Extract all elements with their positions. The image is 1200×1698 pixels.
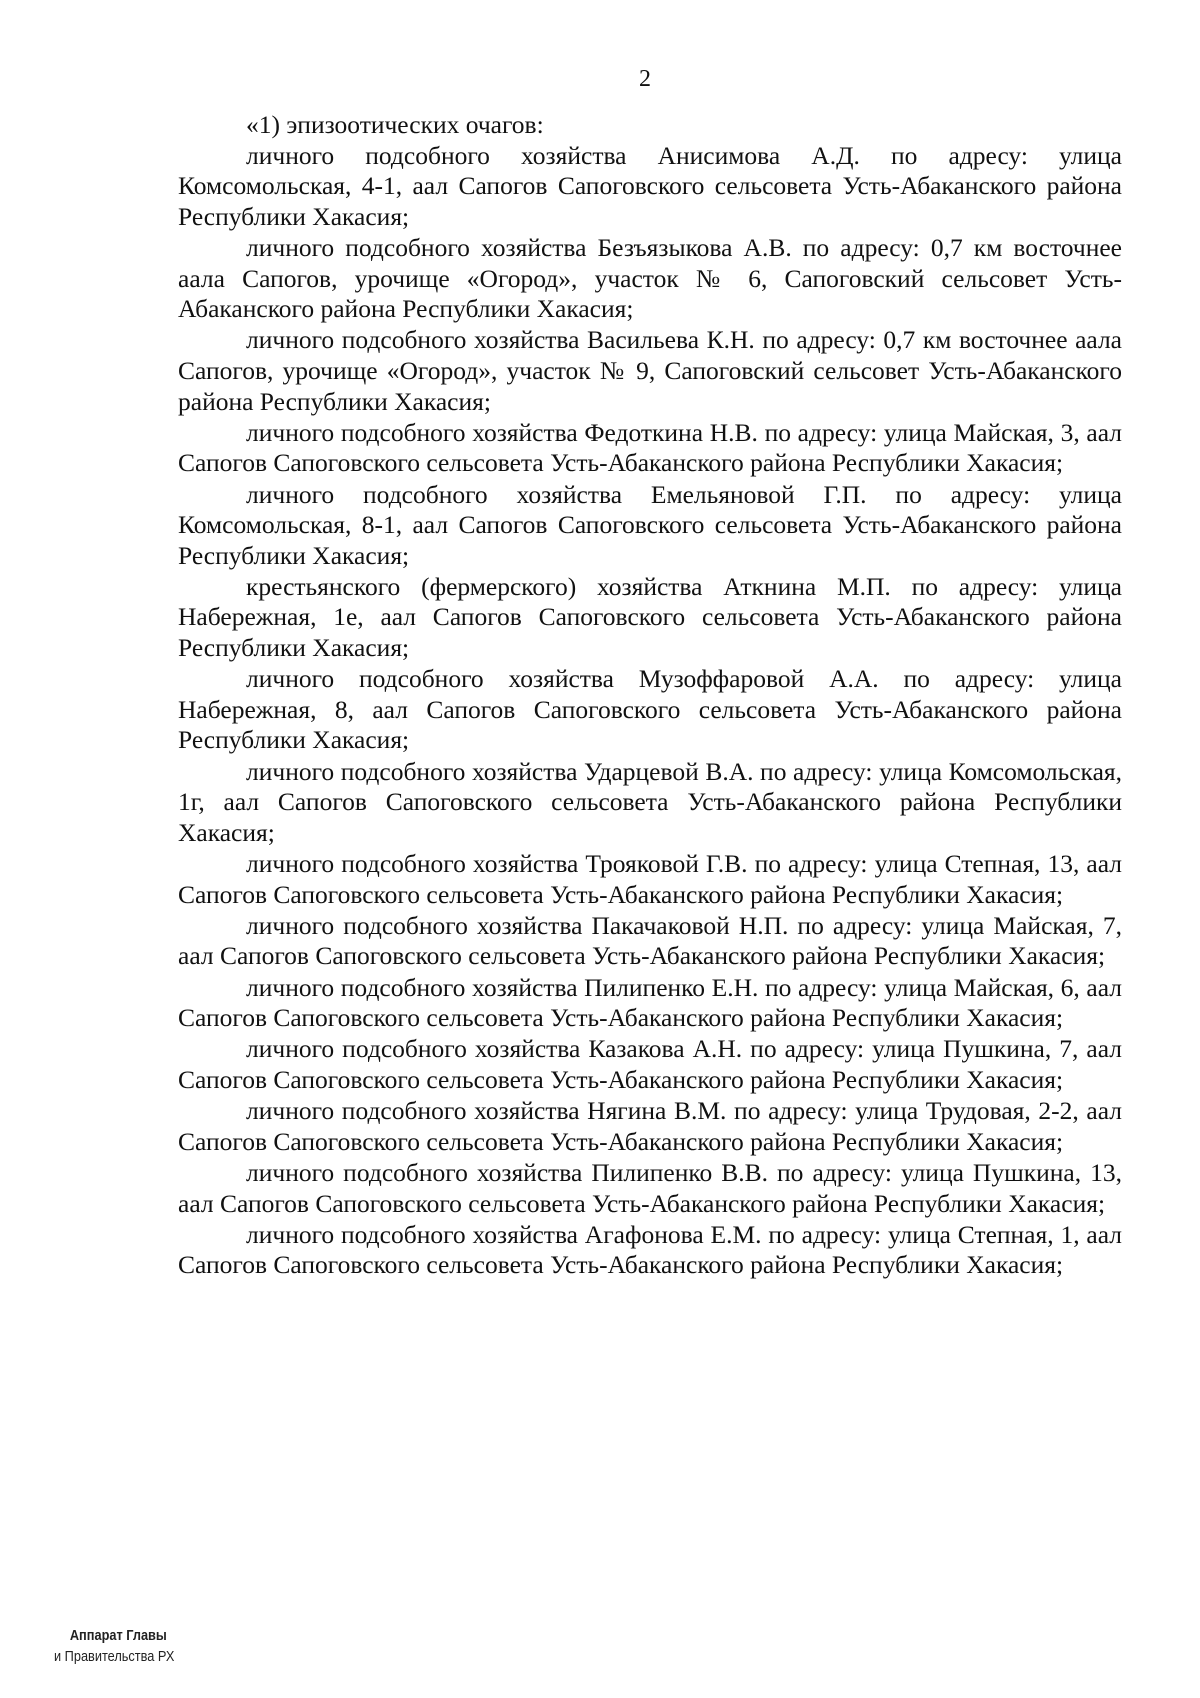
list-item: личного подсобного хозяйства Васильева К.Н. по адресу: 0,7 км восточнее аала Сапогов, урочище «Огород», участок № 9, Сапоговский сельсовет Усть-Абаканского района Республики Хакасия;	[178, 325, 1122, 416]
list-item: личного подсобного хозяйства Пилипенко В.В. по адресу: улица Пушкина, 13, аал Сапогов Сапоговского сельсовета Усть-Абаканского района Республики Хакасия;	[178, 1157, 1122, 1218]
list-item: личного подсобного хозяйства Трояковой Г.В. по адресу: улица Степная, 13, аал Сапогов Сапоговского сельсовета Усть-Абаканского района Республики Хакасия;	[178, 849, 1122, 909]
list-item: личного подсобного хозяйства Федоткина Н.В. по адресу: улица Майская, 3, аал Сапогов Сапоговского сельсовета Усть-Абаканского района Республики Хакасия;	[178, 417, 1122, 478]
list-item: личного подсобного хозяйства Агафонова Е.М. по адресу: улица Степная, 1, аал Сапогов Сапоговского сельсовета Усть-Абаканского района Республики Хакасия;	[178, 1219, 1122, 1280]
page-number: 2	[639, 66, 651, 92]
list-item: личного подсобного хозяйства Нягина В.М. по адресу: улица Трудовая, 2-2, аал Сапогов Сапоговского сельсовета Усть-Абаканского района Республики Хакасия;	[178, 1096, 1122, 1156]
office-stamp	[54, 1626, 174, 1668]
list-item: крестьянского (фермерского) хозяйства Аткнина М.П. по адресу: улица Набережная, 1е, аал Сапогов Сапоговского сельсовета Усть-Абаканского района Республики Хакасия;	[178, 571, 1122, 663]
list-item: личного подсобного хозяйства Музоффаровой А.А. по адресу: улица Набережная, 8, аал Сапогов Сапоговского сельсовета Усть-Абаканского района Республики Хакасия;	[178, 664, 1122, 755]
list-item: личного подсобного хозяйства Емельяновой Г.П. по адресу: улица Комсомольская, 8-1, аал Сапогов Сапоговского сельсовета Усть-Абаканского района Республики Хакасия;	[178, 479, 1122, 570]
list-item: личного подсобного хозяйства Ударцевой В.А. по адресу: улица Комсомольская, 1г, аал Сапогов Сапоговского сельсовета Усть-Абаканского района Республики Хакасия;	[178, 756, 1122, 847]
list-heading: «1) эпизоотических очагов:	[246, 110, 544, 139]
list-item: личного подсобного хозяйства Казакова А.Н. по адресу: улица Пушкина, 7, аал Сапогов Сапоговского сельсовета Усть-Абаканского района Республики Хакасия;	[178, 1034, 1122, 1094]
list-item: личного подсобного хозяйства Безъязыкова А.В. по адресу: 0,7 км восточнее аала Сапогов, урочище «Огород», участок № 6, Сапоговский сельсовет Усть-Абаканского района Республики Хакасия;	[178, 232, 1122, 324]
document-body	[178, 110, 1122, 1281]
list-item: личного подсобного хозяйства Пакачаковой Н.П. по адресу: улица Майская, 7, аал Сапогов Сапоговского сельсовета Усть-Абаканского района Республики Хакасия;	[178, 910, 1122, 971]
office-stamp-line: и Правительства РХ	[54, 1649, 175, 1665]
list-item: личного подсобного хозяйства Пилипенко Е.Н. по адресу: улица Майская, 6, аал Сапогов Сапоговского сельсовета Усть-Абаканского района Республики Хакасия;	[178, 972, 1122, 1033]
list-item: личного подсобного хозяйства Анисимова А.Д. по адресу: улица Комсомольская, 4-1, аал Сапогов Сапоговского сельсовета Усть-Абаканского района Республики Хакасия;	[178, 140, 1122, 231]
office-stamp-line: Аппарат Главы	[69, 1628, 167, 1644]
